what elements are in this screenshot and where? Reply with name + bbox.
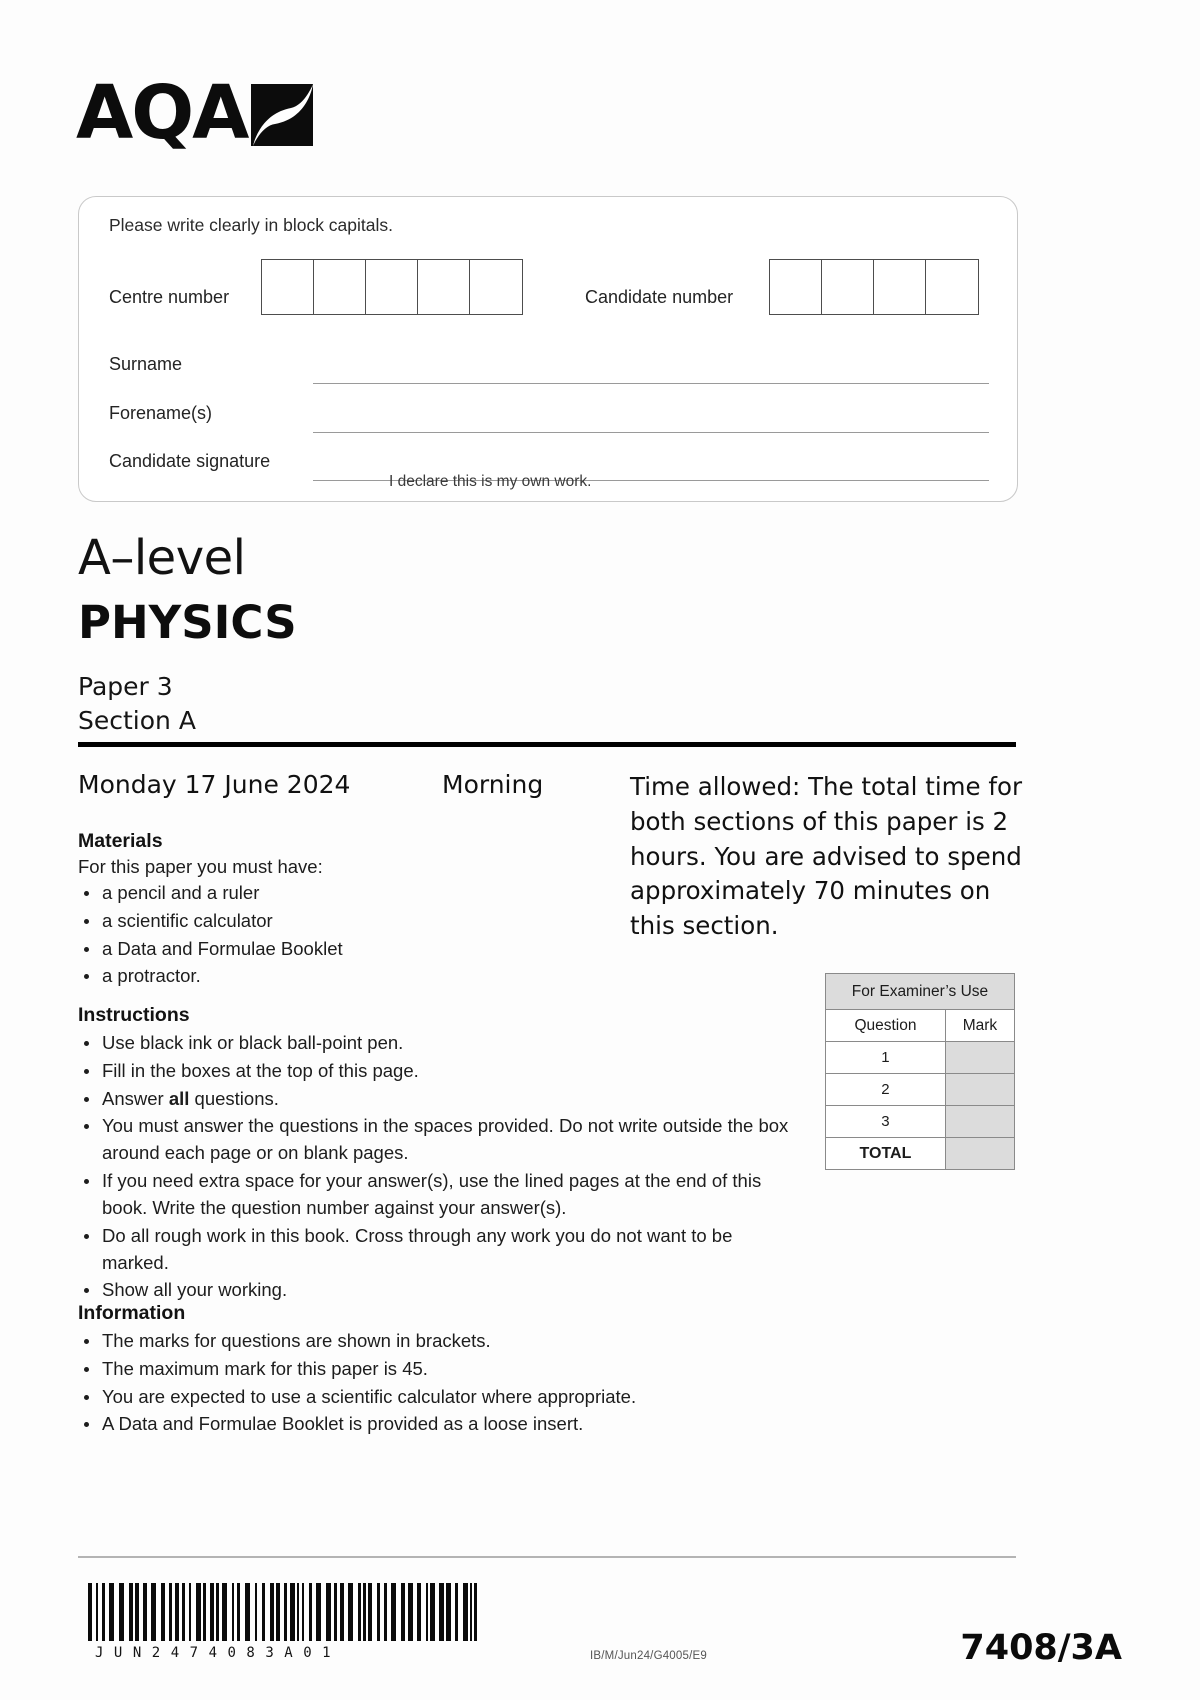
question-number: 1 (826, 1042, 946, 1074)
forename-input[interactable] (313, 432, 989, 433)
instructions-heading: Instructions (78, 1004, 190, 1026)
list-item: Answer all questions. (78, 1086, 798, 1113)
paper-code: 7408/3A (960, 1628, 1122, 1668)
list-item: The marks for questions are shown in brackets. (78, 1328, 798, 1355)
candidate-number-cell[interactable] (822, 260, 874, 314)
question-number: 3 (826, 1106, 946, 1138)
information-heading: Information (78, 1302, 186, 1324)
centre-number-cell[interactable] (314, 260, 366, 314)
list-item: Show all your working. (78, 1277, 798, 1304)
surname-label: Surname (109, 354, 183, 374)
centre-number-cell[interactable] (366, 260, 418, 314)
block-capitals-note: Please write clearly in block capitals. (109, 215, 394, 235)
candidate-number-cell[interactable] (770, 260, 822, 314)
total-mark-cell[interactable] (945, 1138, 1014, 1170)
list-item: You are expected to use a scientific calculator where appropriate. (78, 1384, 798, 1411)
table-row (826, 1138, 1015, 1170)
list-item: Do all rough work in this book. Cross through any work you do not want to be marked. (78, 1223, 798, 1277)
candidate-number-cell[interactable] (874, 260, 926, 314)
materials-list (78, 880, 638, 991)
aqa-logo (76, 70, 313, 156)
exam-session: Morning (442, 770, 544, 799)
list-item: a scientific calculator (78, 908, 638, 935)
centre-number-input[interactable] (261, 259, 523, 315)
total-label: TOTAL (826, 1138, 946, 1170)
candidate-number-cell[interactable] (926, 260, 978, 314)
centre-number-cell[interactable] (262, 260, 314, 314)
paper-number: Paper 3 (78, 672, 173, 701)
candidate-number-input[interactable] (769, 259, 979, 315)
mark-entry-cell[interactable] (945, 1042, 1014, 1074)
declaration-text: I declare this is my own work. (389, 473, 592, 490)
list-item: If you need extra space for your answer(s), use the lined pages at the end of this book. Write the question number against your answer(s). (78, 1168, 798, 1222)
list-item: a pencil and a ruler (78, 880, 638, 907)
centre-number-label: Centre number (109, 287, 230, 307)
list-item: A Data and Formulae Booklet is provided as a loose insert. (78, 1411, 798, 1438)
mark-entry-cell[interactable] (945, 1106, 1014, 1138)
document-reference-code: IB/M/Jun24/G4005/E9 (590, 1650, 707, 1662)
candidate-details-box (78, 196, 1018, 502)
table-row (826, 1010, 1015, 1042)
list-item: Fill in the boxes at the top of this page. (78, 1058, 798, 1085)
centre-number-cell[interactable] (418, 260, 470, 314)
table-row (826, 1106, 1015, 1138)
title-divider (78, 742, 1016, 747)
materials-heading: Materials (78, 830, 163, 852)
examiner-table-title: For Examiner’s Use (826, 974, 1015, 1010)
information-list (78, 1328, 798, 1439)
leaf-mark-icon (251, 84, 313, 151)
mark-entry-cell[interactable] (945, 1074, 1014, 1106)
examiner-use-table (825, 973, 1015, 1170)
forename-label: Forename(s) (109, 403, 213, 423)
table-row (826, 1042, 1015, 1074)
table-row (826, 1074, 1015, 1106)
table-row (826, 974, 1015, 1010)
instructions-list (78, 1030, 798, 1305)
section-name: Section A (78, 705, 196, 735)
materials-subheading: For this paper you must have: (78, 856, 323, 877)
barcode-image (88, 1583, 482, 1641)
qualification-level: A–level (78, 530, 246, 586)
candidate-signature-label: Candidate signature (109, 451, 271, 471)
list-item: Use black ink or black ball-point pen. (78, 1030, 798, 1057)
list-item: a Data and Formulae Booklet (78, 936, 638, 963)
centre-number-cell[interactable] (470, 260, 522, 314)
candidate-number-label: Candidate number (585, 287, 734, 307)
list-item: a protractor. (78, 963, 638, 990)
column-header-mark: Mark (945, 1010, 1014, 1042)
time-allowed-text: Time allowed: The total time for both sections of this paper is 2 hours. You are advised to spend approximately 70 minutes on this section. (630, 772, 1023, 941)
paper-identifier (78, 670, 196, 738)
aqa-logo-text: AQA (76, 70, 248, 156)
list-item: You must answer the questions in the spaces provided. Do not write outside the box around each page or on blank pages. (78, 1113, 798, 1167)
list-item: The maximum mark for this paper is 45. (78, 1356, 798, 1383)
barcode-label: JUN2474083A01 (95, 1645, 342, 1661)
exam-date: Monday 17 June 2024 (78, 770, 351, 799)
surname-input[interactable] (313, 383, 989, 384)
column-header-question: Question (826, 1010, 946, 1042)
subject-title: PHYSICS (78, 596, 297, 649)
footer-divider (78, 1556, 1016, 1558)
question-number: 2 (826, 1074, 946, 1106)
